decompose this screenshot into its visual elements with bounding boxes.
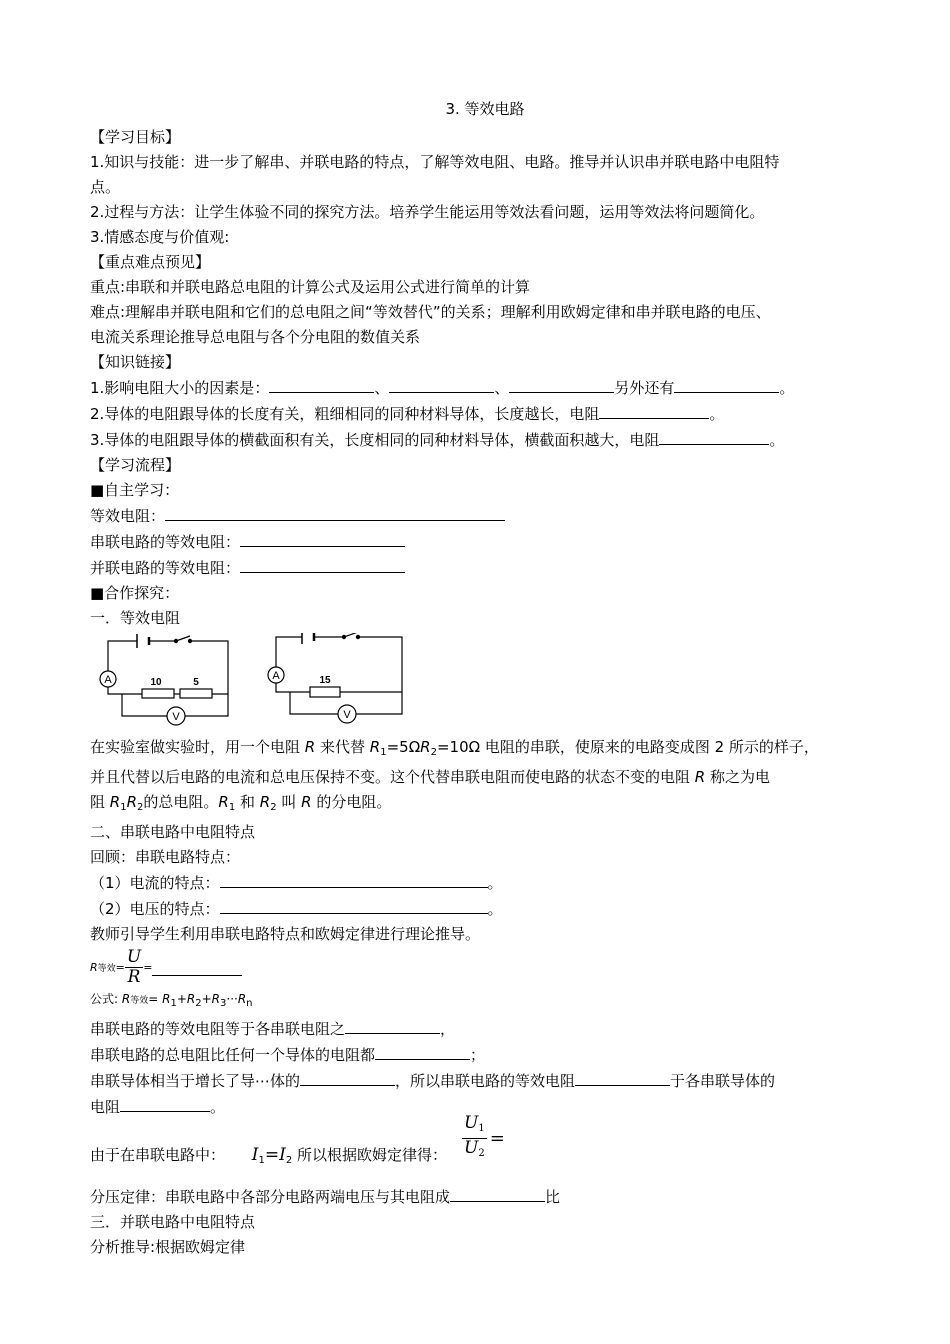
resistor-label: 15: [319, 675, 331, 686]
symbol-r: R: [211, 992, 220, 1006]
voltage-ratio: [462, 1114, 505, 1163]
ammeter-label: A: [272, 670, 280, 682]
symbol-r: R: [694, 768, 706, 786]
symbol-r: R: [218, 793, 229, 811]
flow-heading: 【学习流程】: [90, 456, 181, 474]
resistor-label: 10: [150, 677, 162, 688]
period: 。: [487, 900, 503, 918]
goal-3: 3.情感态度与价值观:: [90, 228, 230, 246]
text: 串联导体相当于增长了导⋯体的: [90, 1072, 301, 1090]
equiv-resistance-row: [90, 503, 880, 529]
difficulty-line-2: 电流关系理论推导总电阻与各个分电阻的数值关系: [90, 328, 421, 346]
text: 来代替: [315, 738, 370, 756]
symbol-r: R: [162, 992, 171, 1006]
symbol-r: R: [259, 793, 271, 811]
series-formula: [90, 987, 880, 1016]
series-total-row: [90, 1042, 880, 1068]
circuit-diagram-2: [266, 633, 408, 731]
links-heading: 【知识链接】: [90, 353, 181, 371]
question-1: [90, 375, 880, 401]
symbol-i: I: [251, 1145, 259, 1165]
series-label: 串联电路的等效电阻：: [90, 533, 241, 551]
text: 串联电路的等效电阻等于各串联电阻之: [90, 1020, 346, 1038]
plus: +: [201, 992, 212, 1006]
answer-blank[interactable]: [240, 529, 405, 547]
teacher-guide: 教师引导学生利用串联电路特点和欧姆定律进行理论推导。: [90, 925, 481, 943]
answer-blank[interactable]: [152, 958, 242, 976]
symbol-u: U: [464, 1138, 479, 1158]
text: 的总电阻。: [143, 793, 219, 811]
question-2-text: 2.导体的电阻跟导体的长度有关，粗细相同的同种材料导体，长度越长，电阻: [90, 405, 600, 423]
section-2-heading: 二、串联电路中电阻特点: [90, 823, 256, 841]
numerator: U: [126, 946, 142, 967]
goals-heading: 【学习目标】: [90, 128, 181, 146]
symbol-r: R: [237, 992, 247, 1006]
ohm-law-derivation-row: [90, 1113, 880, 1184]
denominator: R: [127, 966, 141, 987]
symbol-r: R: [90, 960, 98, 974]
page-title: 3. 等效电路: [445, 100, 525, 118]
dots: ···: [226, 992, 238, 1006]
text: 阻: [90, 793, 110, 811]
symbol-r: R: [186, 992, 196, 1006]
text: ，所以串联电路的等效电阻: [395, 1072, 576, 1090]
section-1-heading: 一．等效电阻: [90, 609, 181, 627]
subscript: 2: [430, 747, 437, 758]
answer-blank[interactable]: [220, 896, 488, 914]
separator: 、: [494, 379, 510, 397]
voltage-feature-row: [90, 896, 880, 922]
symbol-r: R: [121, 992, 131, 1006]
answer-blank[interactable]: [300, 1068, 395, 1086]
series-sum-row: [90, 1016, 880, 1042]
denominator: [462, 1139, 487, 1163]
section-3-analysis: 分析推导:根据欧姆定律: [90, 1238, 246, 1256]
answer-blank[interactable]: [599, 401, 709, 419]
symbol-u: U: [464, 1113, 479, 1133]
period: 。: [210, 1098, 226, 1116]
text: 所以根据欧姆定律得：: [297, 1146, 448, 1164]
circuit-diagram-1: [92, 633, 234, 731]
equals-sign: =: [489, 1128, 505, 1149]
subscript: 等效: [130, 996, 149, 1006]
subscript: 3: [220, 998, 227, 1009]
subscript: 1: [380, 747, 387, 758]
symbol-i: I: [279, 1145, 286, 1165]
text: 并且代替以后电路的电流和总电压保持不变。这个代替串联电阻而使电路的状态不变的电阻: [90, 768, 695, 786]
text: 的分电阻。: [311, 793, 392, 811]
section-1-paragraph-line-3: [90, 790, 880, 820]
numerator: [462, 1114, 487, 1139]
question-3: [90, 427, 880, 453]
text: 在实验室做实验时，用一个电阻: [90, 738, 305, 756]
subscript: n: [246, 998, 253, 1009]
text: 公式:: [90, 992, 122, 1006]
text: =: [148, 992, 163, 1006]
text: 串联电路的总电阻比任何一个导体的电阻都: [90, 1046, 376, 1064]
voltmeter-label: V: [343, 709, 351, 721]
equivalent-resistance-equation: [90, 947, 880, 987]
text: 由于在串联电路中：: [90, 1146, 226, 1164]
answer-blank[interactable]: [659, 427, 769, 445]
text: 电阻: [90, 1098, 121, 1116]
question-1-mid: 另外还有: [614, 379, 675, 397]
question-3-text: 3.导体的电阻跟导体的横截面积有关，长度相同的同种材料导体，横截面积越大，电阻: [90, 431, 660, 449]
answer-blank[interactable]: [240, 555, 405, 573]
series-length-row: [90, 1068, 880, 1094]
text: ；: [470, 1046, 486, 1064]
equals-sign: =: [264, 1145, 280, 1165]
period: 。: [487, 874, 503, 892]
self-study-label: ■自主学习：: [90, 481, 180, 499]
answer-blank[interactable]: [375, 1042, 470, 1060]
symbol-r: R: [420, 738, 431, 756]
text: 叫: [276, 793, 302, 811]
goal-1-line-1: 1.知识与技能：进一步了解串、并联电路的特点，了解等效电阻、电路。推导并认识串并联电路中电阻特: [90, 153, 780, 171]
question-1-text: 1.影响电阻大小的因素是：: [90, 379, 270, 397]
text: （2）电压的特点：: [90, 900, 220, 918]
subscript: 2: [137, 802, 144, 813]
section-3-heading: 三．并联电路中电阻特点: [90, 1213, 256, 1231]
symbol-r: R: [301, 793, 312, 811]
equals-sign: =: [115, 960, 125, 974]
difficulty-line-1: 难点:理解串并联电阻和它们的总电阻之间“等效替代”的关系；理解利用欧姆定律和串并联电路的电压、: [90, 303, 771, 321]
answer-blank[interactable]: [165, 503, 505, 521]
goal-1-line-2: 点。: [90, 178, 121, 196]
answer-blank[interactable]: [389, 375, 494, 393]
period: 。: [779, 379, 795, 397]
ammeter-label: A: [104, 674, 112, 686]
subscript: 2: [270, 802, 277, 813]
symbol-r: R: [369, 738, 381, 756]
equiv-label: 等效电阻：: [90, 507, 166, 525]
text: 称之为电: [705, 768, 770, 786]
fraction-u1-over-u2: [462, 1114, 487, 1163]
text: ，: [440, 1020, 456, 1038]
separator: 、: [374, 379, 390, 397]
answer-blank[interactable]: [575, 1068, 670, 1086]
subscript: 1: [228, 802, 236, 813]
subscript: 1: [478, 1123, 485, 1134]
voltmeter-label: V: [172, 711, 180, 723]
text: =10Ω 电阻的串联，使原来的电路变成图 2 所示的样子，: [436, 738, 819, 756]
resistor-label: 5: [193, 677, 199, 688]
plus: +: [176, 992, 187, 1006]
fraction-u-over-r: [125, 948, 143, 987]
text: 于各串联导体的: [670, 1072, 776, 1090]
answer-blank[interactable]: [450, 1184, 545, 1202]
answer-blank[interactable]: [674, 375, 779, 393]
subscript: 2: [478, 1148, 485, 1159]
keypoints-heading: 【重点难点预见】: [90, 253, 211, 271]
section-1-paragraph-line-1: [90, 735, 880, 765]
goal-2: 2.过程与方法：让学生体验不同的探究方法。培养学生能运用等效法看问题，运用等效法将问题简化。: [90, 203, 765, 221]
equals-sign: =: [143, 960, 153, 974]
symbol-r: R: [304, 738, 316, 756]
answer-blank[interactable]: [120, 1094, 210, 1112]
parallel-label: 并联电路的等效电阻：: [90, 559, 241, 577]
period: 。: [709, 405, 725, 423]
subscript: 1: [120, 802, 127, 813]
ohm-law-text: [90, 1144, 447, 1166]
subscript: 1: [170, 998, 177, 1009]
series-equiv-row: [90, 529, 880, 555]
text: 比: [545, 1188, 561, 1206]
key-point: 重点:串联和并联电路总电阻的计算公式及运用公式进行简单的计算: [90, 278, 531, 296]
symbol-r: R: [126, 793, 138, 811]
coop-label: ■合作探究：: [90, 584, 180, 602]
parallel-equiv-row: [90, 555, 880, 581]
text: 分压定律：串联电路中各部分电路两端电压与其电阻成: [90, 1188, 451, 1206]
current-feature-row: [90, 870, 880, 896]
subscript: 等效: [97, 963, 116, 974]
symbol-r: R: [109, 793, 121, 811]
answer-blank[interactable]: [220, 870, 488, 888]
review-label: 回顾：串联电路特点：: [90, 848, 241, 866]
subscript: 2: [285, 1155, 293, 1166]
answer-blank[interactable]: [509, 375, 614, 393]
subscript: 1: [258, 1155, 265, 1166]
section-1-paragraph-line-2: [90, 765, 880, 790]
answer-blank[interactable]: [269, 375, 374, 393]
text: （1）电流的特点：: [90, 874, 220, 892]
answer-blank[interactable]: [345, 1016, 440, 1034]
circuit-diagrams: [90, 633, 880, 733]
question-2: [90, 401, 880, 427]
text: 和: [235, 793, 260, 811]
voltage-divider-row: [90, 1184, 880, 1210]
subscript: 2: [195, 998, 202, 1009]
text: =5Ω: [386, 738, 421, 756]
document-page: [90, 98, 880, 1260]
period: 。: [769, 431, 785, 449]
